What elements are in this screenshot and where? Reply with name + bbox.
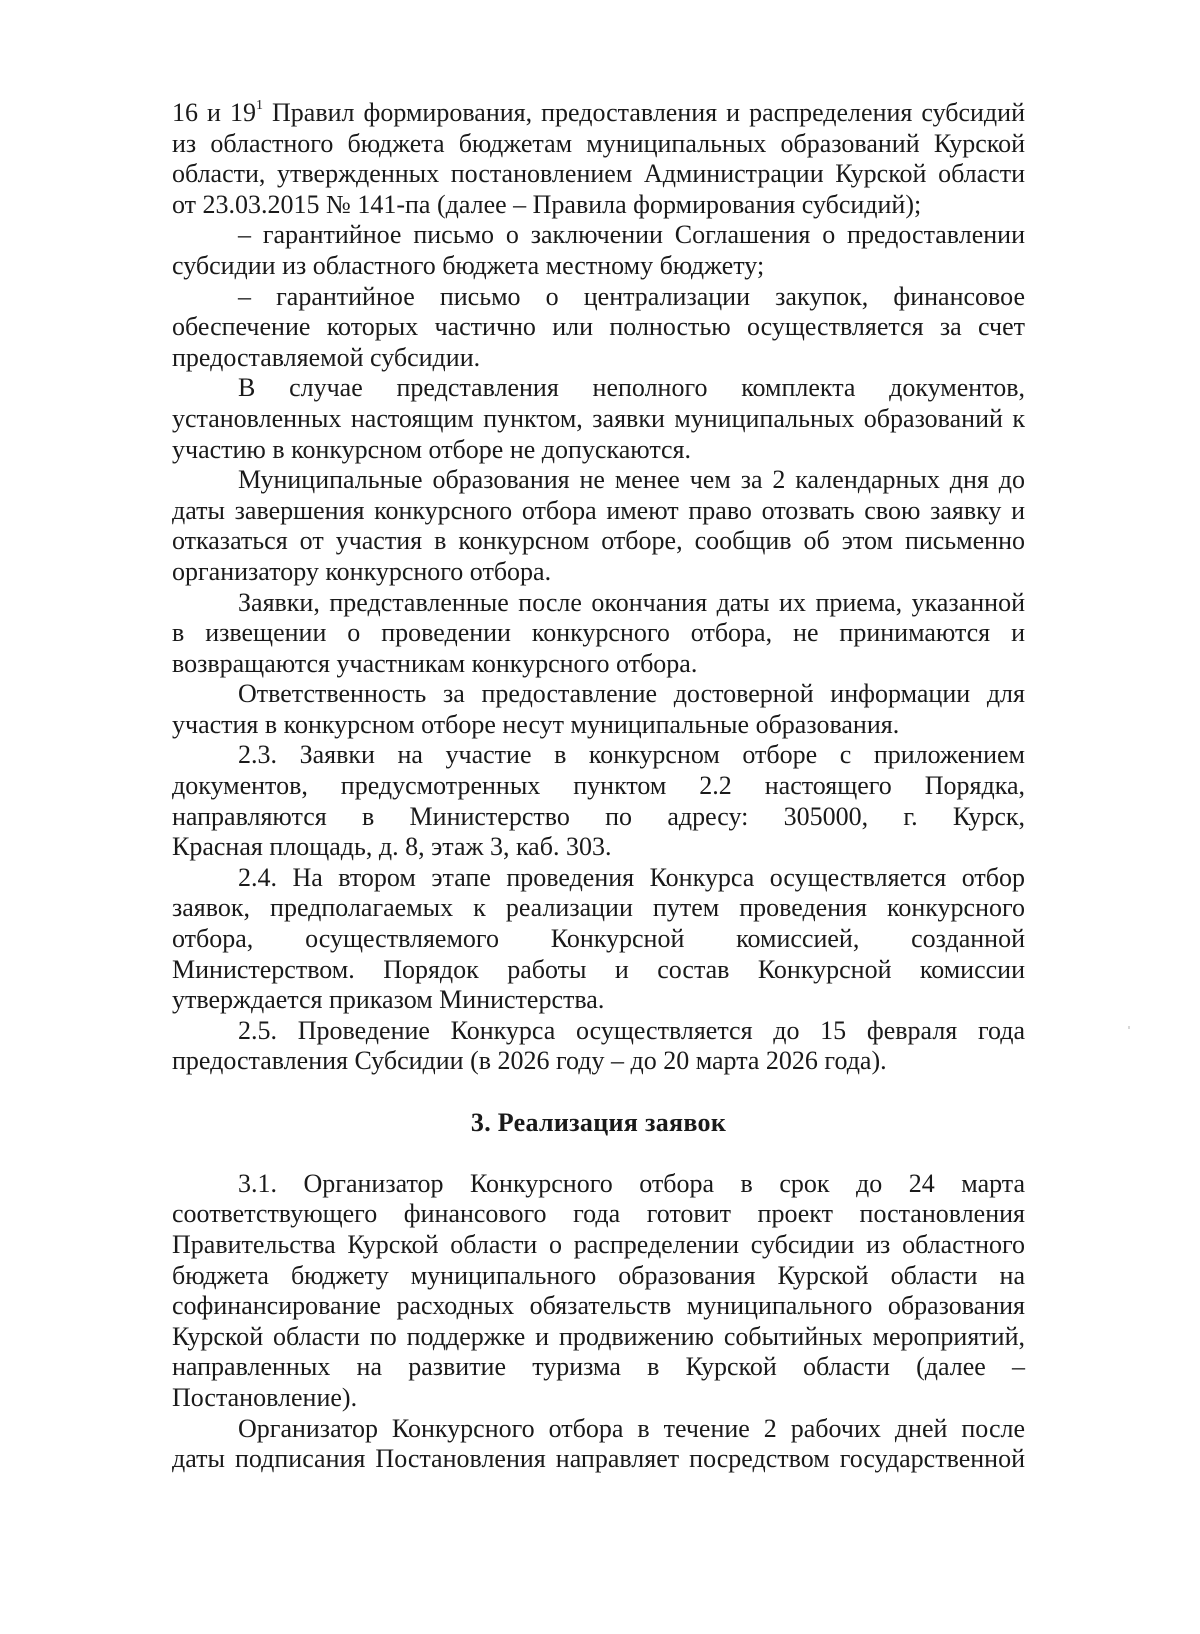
text-line: соответствующего финансового года готовит проект постановления [172, 1199, 1025, 1229]
text-line: участия в конкурсном отборе несут муниципальные образования. [172, 709, 900, 739]
paragraph [172, 373, 1025, 465]
text-line: Красная площадь, д. 8, этаж 3, каб. 303. [172, 832, 612, 862]
text-line: установленных настоящим пунктом, заявки муниципальных образований к [172, 403, 1025, 433]
section-heading: 3. Реализация заявок [470, 1107, 727, 1137]
paragraph [172, 98, 1025, 220]
text-line: отбора, осуществляемого Конкурсной комиссией, созданной [172, 924, 1025, 954]
paragraph [172, 679, 1025, 740]
text-line: из областного бюджета бюджетам муниципальных образований Курской [172, 128, 1025, 158]
paragraph [172, 282, 1025, 374]
text-line: 2.4. На втором этапе проведения Конкурса осуществляется отбор [238, 862, 1025, 892]
text-line: предоставления Субсидии (в 2026 году – до 20 марта 2026 года). [172, 1046, 887, 1076]
text-line: направленных на развитие туризма в Курской области (далее – [172, 1352, 1025, 1382]
text-line: отказаться от участия в конкурсном отборе, сообщив об этом письменно [172, 526, 1025, 556]
text-line: обеспечение которых частично или полностью осуществляется за счет [172, 312, 1025, 342]
text-line: 3.1. Организатор Конкурсного отбора в срок до 24 марта [238, 1168, 1025, 1198]
text-line: бюджета бюджету муниципального образования Курской области на [172, 1260, 1025, 1290]
text-line: даты завершения конкурсного отбора имеют право отозвать свою заявку и [172, 495, 1025, 525]
document-body [172, 98, 1025, 1475]
text-line: 2.5. Проведение Конкурса осуществляется до 15 февраля года [238, 1015, 1025, 1045]
text-line: В случае представления неполного комплекта документов, [238, 373, 1025, 403]
paragraph [172, 588, 1025, 680]
spacer [172, 1077, 1025, 1108]
text-line: субсидии из областного бюджета местному бюджету; [172, 250, 765, 280]
text-line: утверждается приказом Министерства. [172, 985, 605, 1015]
text-line: Курской области по поддержке и продвижению событийных мероприятий, [172, 1321, 1025, 1351]
text-line: Правительства Курской области о распределении субсидии из областного [172, 1229, 1025, 1259]
text-line: Постановление). [172, 1382, 358, 1412]
spacer [172, 1138, 1025, 1169]
text-line: даты подписания Постановления направляет посредством государственной [172, 1444, 1025, 1474]
text-line: Ответственность за предоставление достоверной информации для [238, 679, 1025, 709]
paragraph [172, 1016, 1025, 1077]
text-line: направляются в Министерство по адресу: 305000, г. Курск, [172, 801, 1025, 831]
text-line: софинансирование расходных обязательств муниципального образования [172, 1291, 1025, 1321]
text-line: – гарантийное письмо о заключении Соглашения о предоставлении [238, 220, 1025, 250]
text-line: области, утвержденных постановлением Администрации Курской области [172, 159, 1025, 189]
text-line: предоставляемой субсидии. [172, 342, 481, 372]
scan-speck [1128, 1026, 1130, 1029]
paragraph [172, 740, 1025, 862]
text-line: заявок, предполагаемых к реализации путем проведения конкурсного [172, 893, 1025, 923]
text-line: от 23.03.2015 № 141-па (далее – Правила формирования субсидий); [172, 189, 922, 219]
text-line: 2.3. Заявки на участие в конкурсном отборе с приложением [238, 740, 1025, 770]
text-line: возвращаются участникам конкурсного отбора. [172, 648, 698, 678]
text-line: в извещении о проведении конкурсного отбора, не принимаются и [172, 618, 1025, 648]
paragraph [172, 465, 1025, 587]
text-line: Муниципальные образования не менее чем за 2 календарных дня до [238, 465, 1025, 495]
text-line: – гарантийное письмо о централизации закупок, финансовое [238, 281, 1025, 311]
text-line: 16 и $19^1$ Правил формирования, предоставления и распределения субсидий [172, 98, 1025, 127]
text-line: Министерством. Порядок работы и состав Конкурсной комиссии [172, 954, 1025, 984]
paragraph [172, 863, 1025, 1016]
text-line: документов, предусмотренных пунктом 2.2 настоящего Порядка, [172, 771, 1025, 801]
text-line: Организатор Конкурсного отбора в течение 2 рабочих дней после [238, 1413, 1025, 1443]
text-line: организатору конкурсного отбора. [172, 556, 552, 586]
superscript: 1 [255, 98, 263, 113]
paragraph [172, 220, 1025, 281]
paragraph [172, 1414, 1025, 1475]
paragraph [172, 1169, 1025, 1414]
text-line: Заявки, представленные после окончания даты их приема, указанной [238, 587, 1025, 617]
text-line: участию в конкурсном отборе не допускаются. [172, 434, 691, 464]
